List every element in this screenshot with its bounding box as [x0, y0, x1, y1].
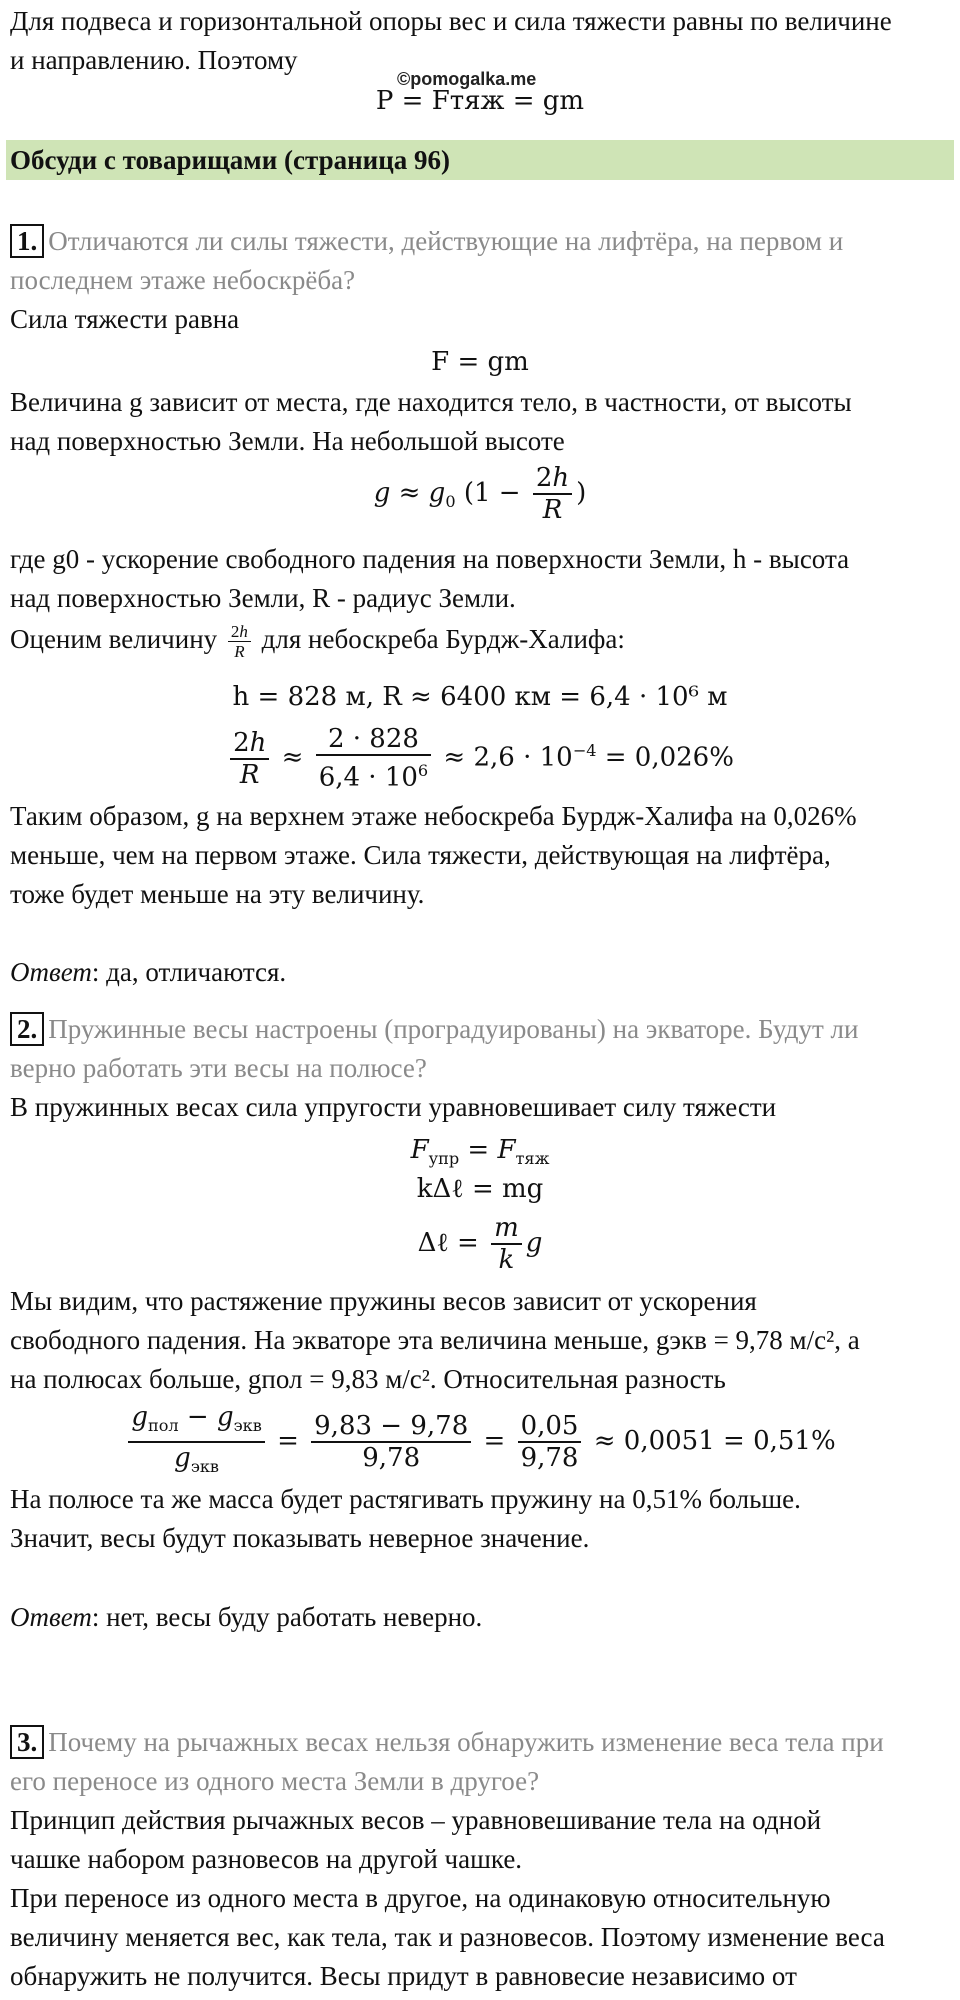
- answer-1: Ответ: да, отличаются.: [10, 957, 287, 987]
- formula-g-approx: $g \approx g_0$ (1 − $\frac{2h}{R}$ ): [373, 463, 587, 525]
- answer-2: Ответ: нет, весы буду работать неверно.: [10, 1602, 483, 1632]
- question-number: 1.: [10, 224, 44, 258]
- formula-gravity: F = gm: [431, 347, 529, 377]
- formula-values: h = 828 м, R ≈ 6400 км = 6,4 · 10⁶ м: [232, 682, 728, 712]
- question-2: 2. Пружинные весы настроены (проградуированы) на экваторе. Будут ли верно работать эти весы на полюсе? В пружинных весах сила упругости уравновешивает силу тяжести: [10, 1014, 859, 1122]
- paragraph-estimate: Оценим величину $\frac{2h}{R}$ для небоскреба Бурдж-Халифа:: [10, 622, 625, 662]
- formula-balance: $F_{упр} = F_{тяж}$: [410, 1135, 550, 1169]
- intro-formula: P = Fтяж = gm: [375, 86, 585, 116]
- watermark: ©pomogalka.me: [397, 69, 537, 89]
- section-title: Обсуди с товарищами (страница 96): [6, 140, 954, 180]
- question-number: 2.: [10, 1012, 44, 1046]
- paragraph-conclusion-1: Таким образом, g на верхнем этаже небоскреба Бурдж-Халифа на 0,026% меньше, чем на первом этаже. Сила тяжести, действующая на лифтёра, тоже будет меньше на эту величину.: [10, 801, 857, 909]
- paragraph-where: где g0 - ускорение свободного падения на поверхности Земли, h - высота над поверхностью Земли, R - радиус Земли.: [10, 544, 850, 613]
- intro-paragraph: Для подвеса и горизонтальной опоры вес и сила тяжести равны по величине и направлению. Поэтому: [10, 6, 892, 75]
- paragraph-elongation: Мы видим, что растяжение пружины весов зависит от ускорения свободного падения. На экваторе эта величина меньше, gэкв = 9,78 м/с², а на полюсах больше, gпол = 9,83 м/с². Относительная разность: [10, 1286, 860, 1394]
- formula-hooke: kΔℓ = mg: [416, 1174, 544, 1204]
- formula-relative-diff: $\frac{g_{пол} - g_{экв}}{g_{экв}}$ = $\frac{9,83 - 9,78}{9,78}$ = $\frac{0,05}{9,78}$ ≈ 0,0051 = 0,51%: [0, 1402, 960, 1482]
- question-number: 3.: [10, 1725, 44, 1759]
- paragraph-g-depends: Величина g зависит от места, где находится тело, в частности, от высоты над поверхностью Земли. На небольшой высоте: [10, 387, 852, 456]
- formula-elongation: Δℓ = $\frac{m}{k}$ g: [417, 1213, 543, 1275]
- question-1: 1. Отличаются ли силы тяжести, действующие на лифтёра, на первом и последнем этаже небоскрёба? Сила тяжести равна: [10, 226, 844, 334]
- formula-ratio: $\frac{2h}{R}$ ≈ $\frac{2 \cdot 828}{6,4 \cdot 10^6}$ ≈ $2,6 \cdot 10^{-4} = 0,026\%$: [0, 716, 960, 793]
- question-3: 3. Почему на рычажных весах нельзя обнаружить изменение веса тела при его переносе из одного места Земли в другое? Принцип действия рычажных весов – уравновешивание тела на одной чашке набором разновесов на другой чашке. При переносе из одного места в другое, на одинаковую относительную величину меняется вес, как тела, так и разновесов. Поэтому изменение веса обнаружить не получится. Весы придут в равновесие независимо от: [10, 1727, 885, 1991]
- paragraph-conclusion-2: На полюсе та же масса будет растягивать пружину на 0,51% больше. Значит, весы будут показывать неверное значение.: [10, 1484, 801, 1553]
